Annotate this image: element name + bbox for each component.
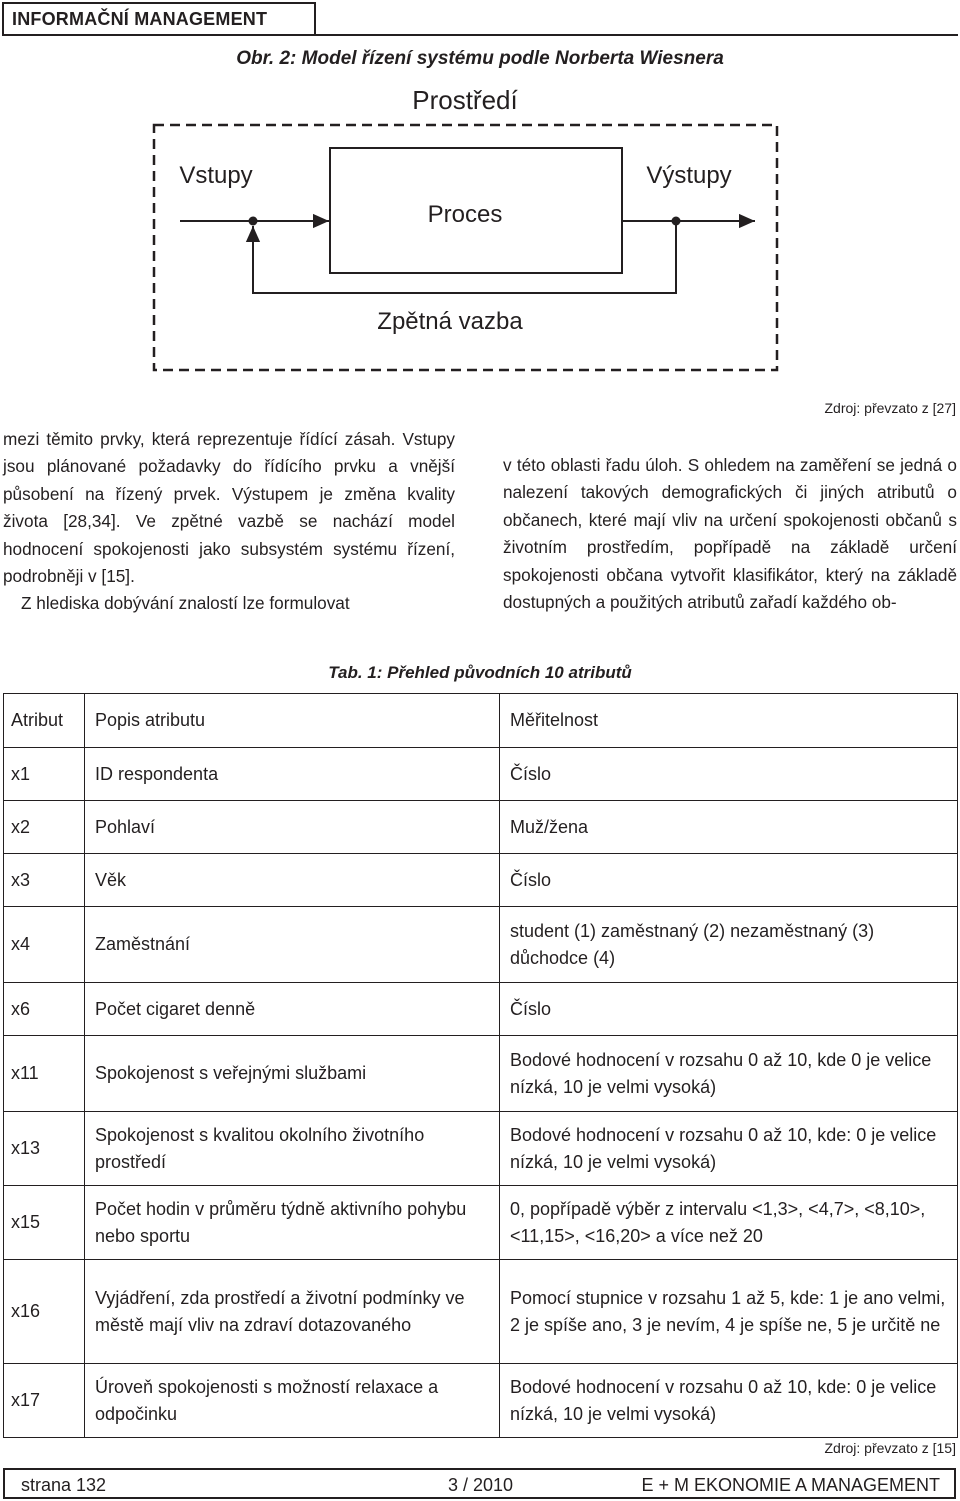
right-column xyxy=(503,452,957,616)
figure-source: Zdroj: převzato z [27] xyxy=(824,400,956,416)
table-row xyxy=(4,983,958,1036)
process-label: Proces xyxy=(427,201,503,228)
feedback-label: Zpětná vazba xyxy=(377,308,523,335)
header-cell: Atribut xyxy=(4,694,85,748)
description-cell: Zaměstnání xyxy=(85,907,500,983)
journal-name: E + M EKONOMIE A MANAGEMENT xyxy=(641,1475,940,1495)
description-cell: ID respondenta xyxy=(85,748,500,801)
header-cell: Měřitelnost xyxy=(500,694,958,748)
input-junction xyxy=(249,217,258,226)
measure-cell: Číslo xyxy=(500,983,958,1036)
attribute-cell: x17 xyxy=(4,1364,85,1438)
attribute-cell: x11 xyxy=(4,1036,85,1112)
measure-cell: Číslo xyxy=(500,748,958,801)
measure-cell: Bodové hodnocení v rozsahu 0 až 10, kde: 0 je velice nízká, 10 je velmi vysoká) xyxy=(500,1112,958,1186)
left-paragraph-1: mezi těmito prvky, která reprezentuje řídící zásah. Vstupy jsou plánované požadavky do řídícího prvku a vnější působení na řízený prvek. Výstupem je změna kvality života [28,34]. Ve zpětné vazbě se nachází model hodnocení spokojenosti jako subsystém systému řízení, podrobněji v [15]. xyxy=(3,429,455,587)
measure-cell: Pomocí stupnice v rozsahu 1 až 5, kde: 1 je ano velmi, 2 je spíše ano, 3 je nevím, 4 je spíše ne, 5 je určitě ne xyxy=(500,1260,958,1364)
measure-cell: Muž/žena xyxy=(500,801,958,854)
section-title: INFORMAČNÍ MANAGEMENT xyxy=(12,9,268,29)
table-caption: Tab. 1: Přehled původních 10 atributů xyxy=(328,663,632,682)
measure-cell: 0, popřípadě výběr z intervalu <1,3>, <4,7>, <8,10>, <11,15>, <16,20> a více než 20 xyxy=(500,1186,958,1260)
table-row xyxy=(4,854,958,907)
attribute-cell: x16 xyxy=(4,1260,85,1364)
issue-number: 3 / 2010 xyxy=(448,1475,514,1495)
measure-cell: Číslo xyxy=(500,854,958,907)
description-cell: Spokojenost s veřejnými službami xyxy=(85,1036,500,1112)
description-cell: Úroveň spokojenosti s možností relaxace a odpočinku xyxy=(85,1364,500,1438)
environment-label: Prostředí xyxy=(412,85,518,115)
attribute-cell: x1 xyxy=(4,748,85,801)
page-footer xyxy=(3,1468,956,1499)
page-number: strana 132 xyxy=(21,1475,107,1495)
table-row xyxy=(4,1260,958,1364)
description-cell: Věk xyxy=(85,854,500,907)
control-model-diagram xyxy=(0,0,960,400)
attribute-cell: x2 xyxy=(4,801,85,854)
description-cell: Spokojenost s kvalitou okolního životního prostředí xyxy=(85,1112,500,1186)
table-row xyxy=(4,1364,958,1438)
description-cell: Počet cigaret denně xyxy=(85,983,500,1036)
measure-cell: Bodové hodnocení v rozsahu 0 až 10, kde: 0 je velice nízká, 10 je velmi vysoká) xyxy=(500,1364,958,1438)
header-cell: Popis atributu xyxy=(85,694,500,748)
attribute-cell: x3 xyxy=(4,854,85,907)
table-source: Zdroj: převzato z [15] xyxy=(824,1440,956,1456)
inputs-label: Vstupy xyxy=(179,162,253,189)
attribute-cell: x4 xyxy=(4,907,85,983)
description-cell: Počet hodin v průměru týdně aktivního pohybu nebo sportu xyxy=(85,1186,500,1260)
table-row xyxy=(4,801,958,854)
attribute-cell: x6 xyxy=(4,983,85,1036)
figure-caption: Obr. 2: Model řízení systému podle Norberta Wiesnera xyxy=(236,48,724,69)
left-paragraph-2: Z hlediska dobývání znalostí lze formulovat xyxy=(21,593,350,614)
table-row xyxy=(4,1112,958,1186)
left-column xyxy=(3,426,455,618)
outputs-label: Výstupy xyxy=(646,162,732,189)
attribute-cell: x15 xyxy=(4,1186,85,1260)
attributes-table xyxy=(3,693,958,1438)
table-row xyxy=(4,1036,958,1112)
measure-cell: Bodové hodnocení v rozsahu 0 až 10, kde 0 je velice nízká, 10 je velmi vysoká) xyxy=(500,1036,958,1112)
attribute-cell: x13 xyxy=(4,1112,85,1186)
description-cell: Vyjádření, zda prostředí a životní podmínky ve městě mají vliv na zdraví dotazovaného xyxy=(85,1260,500,1364)
description-cell: Pohlaví xyxy=(85,801,500,854)
table-row xyxy=(4,907,958,983)
table-row xyxy=(4,1186,958,1260)
table-header-row xyxy=(4,694,958,748)
measure-cell: student (1) zaměstnaný (2) nezaměstnaný (3) důchodce (4) xyxy=(500,907,958,983)
feedback-loop xyxy=(253,221,676,293)
table-row xyxy=(4,748,958,801)
right-paragraph-1: v této oblasti řadu úloh. S ohledem na zaměření se jedná o nalezení takových demografických či jiných atributů o občanech, které mají vliv na určení spokojenosti občanů s životním prostředím, popřípadě na základě určení spokojenosti občana vytvořit klasifikátor, který na základě dostupných a použitých atributů zařadí každého ob- xyxy=(503,455,957,613)
